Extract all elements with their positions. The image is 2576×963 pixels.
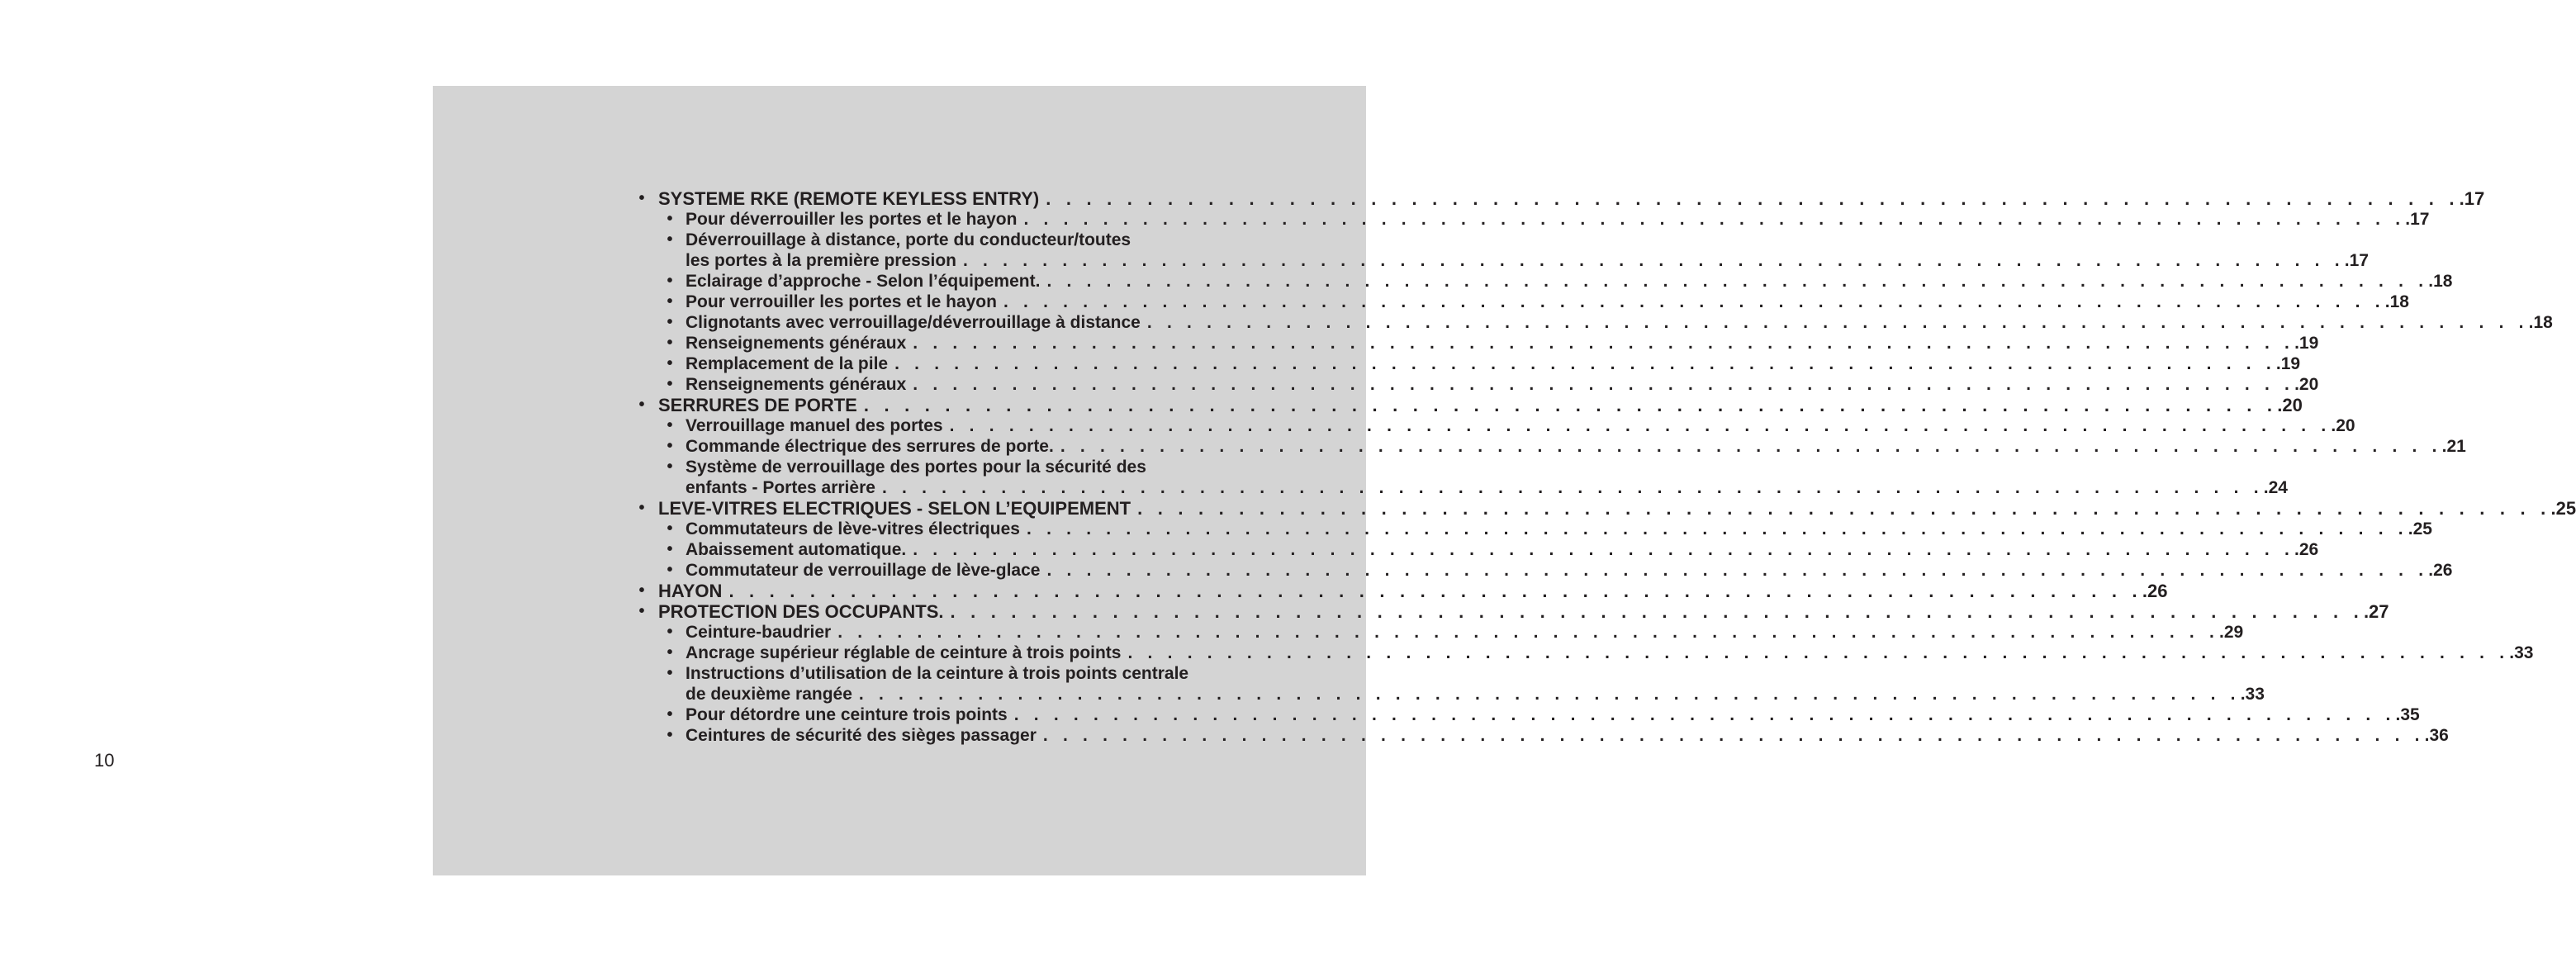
page-number: 10 — [94, 750, 115, 771]
toc-entry — [636, 374, 2319, 395]
toc-entry-line — [686, 292, 2409, 312]
toc-entry — [636, 250, 2369, 271]
toc-entry-label: Commutateur de verrouillage de lève-glace — [686, 561, 1041, 580]
toc-entry — [636, 622, 2244, 643]
bullet-icon: • — [667, 313, 673, 331]
bullet-icon: • — [667, 437, 673, 455]
toc-entry-line — [686, 457, 1272, 477]
dot-leader: . . . . . . . . . . . . . . . . . . . . . . . . . . . . . . . . . . . . . . . . . . . . . . . . . . . . . . . . . . . . . . . . . . . . . . — [858, 685, 2241, 704]
toc-entry-page: .26 — [2428, 561, 2453, 580]
dot-leader: . . . . . . . . . . . . . . . . . . . . . . . . . . . . . . . . . . . . . . . . . . . . . . . . . . . . . . . . . . . . . . . . . . . . . . — [894, 354, 2276, 373]
toc-entry — [636, 560, 2453, 581]
bullet-icon: • — [638, 581, 645, 600]
toc-entry-page: .21 — [2441, 437, 2466, 456]
toc-entry-line — [658, 601, 2389, 622]
toc-entry-page: .17 — [2405, 210, 2430, 229]
toc-entry-label: Renseignements généraux — [686, 334, 907, 353]
bullet-icon: • — [667, 334, 673, 352]
toc-entry-label: Ceintures de sécurité des sièges passager — [686, 726, 1037, 745]
toc-entry — [636, 188, 2485, 209]
bullet-icon: • — [667, 623, 673, 641]
toc-entry-line — [686, 333, 2319, 353]
bullet-icon: • — [638, 602, 645, 620]
bullet-icon: • — [667, 230, 673, 249]
bullet-icon: • — [667, 272, 673, 290]
toc-entry-label: enfants - Portes arrière — [686, 478, 875, 497]
toc-entry-page: .19 — [2294, 334, 2319, 353]
bullet-icon: • — [638, 396, 645, 414]
toc-entry — [636, 704, 2420, 725]
toc-entry-label: Ancrage supérieur réglable de ceinture à trois points — [686, 643, 1122, 662]
toc-entry — [636, 477, 2288, 498]
dot-leader: . . . . . . . . . . . . . . . . . . . . . . . . . . . . . . . . . . . . . . . . . . . . . . . . . . . . . . . . . . . . . . . . . . . . . . — [1127, 643, 2510, 662]
toc-entry-label: Pour verrouiller les portes et le hayon — [686, 292, 997, 311]
toc-entry-line — [658, 581, 2168, 601]
toc-entry-line — [686, 622, 2244, 643]
toc-entry-line — [686, 374, 2319, 395]
toc-entry-page: .19 — [2275, 354, 2301, 373]
bullet-icon: • — [667, 210, 673, 228]
dot-leader: . . . . . . . . . . . . . . . . . . . . . . . . . . . . . . . . . . . . . . . . . . . . . . . . . . . . . . . . . . . . . . . . . . . . . . — [728, 581, 2142, 601]
toc-entry-page: .18 — [2528, 313, 2553, 332]
toc-entry-label: Pour détordre une ceinture trois points — [686, 705, 1008, 724]
toc-entry-line — [686, 519, 2432, 539]
toc-entry-line — [686, 271, 2453, 292]
dot-leader: . . . . . . . . . . . . . . . . . . . . . . . . . . . . . . . . . . . . . . . . . . . . . . . . . . . . . . . . . . . . . . . . . . . . . . — [863, 395, 2278, 415]
toc-entry-page: .20 — [2294, 375, 2319, 394]
toc-entry — [636, 312, 2553, 333]
toc-entry-page: .27 — [2363, 601, 2389, 622]
toc-entry-line — [686, 643, 2534, 663]
dot-leader: . . . . . . . . . . . . . . . . . . . . . . . . . . . . . . . . . . . . . . . . . . . . . . . . . . . . . . . . . . . . . . . . . . . . . . — [949, 416, 2332, 435]
toc-entry-line — [686, 250, 2369, 271]
dot-leader: . . . . . . . . . . . . . . . . . . . . . . . . . . . . . . . . . . . . . . . . . . . . . . . . . . . . . . . . . . . . . . . . . . . . . . — [1046, 272, 2429, 291]
dot-leader: . . . . . . . . . . . . . . . . . . . . . . . . . . . . . . . . . . . . . . . . . . . . . . . . . . . . . . . . . . . . . . . . . . . . . . — [913, 540, 2295, 559]
bullet-icon: • — [638, 499, 645, 517]
toc-entry — [636, 271, 2453, 292]
toc-entry — [636, 643, 2534, 663]
toc-entry — [636, 581, 2168, 601]
toc-entry-label: Clignotants avec verrouillage/déverrouillage à distance — [686, 313, 1141, 332]
toc-entry — [636, 457, 1272, 477]
toc-entry-label: Instructions d’utilisation de la ceinture à trois points centrale — [686, 664, 1189, 683]
dot-leader: . . . . . . . . . . . . . . . . . . . . . . . . . . . . . . . . . . . . . . . . . . . . . . . . . . . . . . . . . . . . . . . . . . . . . . — [962, 251, 2345, 270]
toc-entry-line — [686, 436, 2466, 457]
toc-entry-label: SERRURES DE PORTE — [658, 395, 857, 415]
toc-entry-page: .18 — [2384, 292, 2409, 311]
toc-entry-label: Ceinture-baudrier — [686, 623, 832, 642]
toc-entry-line — [686, 539, 2319, 560]
toc-entry — [636, 725, 2449, 746]
toc-entry-line — [686, 725, 2449, 746]
table-of-contents — [636, 188, 2576, 746]
bullet-icon: • — [667, 458, 673, 476]
dot-leader: . . . . . . . . . . . . . . . . . . . . . . . . . . . . . . . . . . . . . . . . . . . . . . . . . . . . . . . . . . . . . . . . . . . . . . — [913, 334, 2295, 353]
toc-entry — [636, 498, 2576, 519]
toc-entry-page: .33 — [2509, 643, 2534, 662]
dot-leader: . . . . . . . . . . . . . . . . . . . . . . . . . . . . . . . . . . . . . . . . . . . . . . . . . . . . . . . . . . . . . . . . . . . . . . — [950, 601, 2364, 622]
toc-entry-page: .20 — [2277, 395, 2303, 415]
toc-entry — [636, 415, 2355, 436]
toc-entry — [636, 519, 2432, 539]
toc-entry — [636, 539, 2319, 560]
toc-entry-page: .18 — [2428, 272, 2453, 291]
dot-leader: . . . . . . . . . . . . . . . . . . . . . . . . . . . . . . . . . . . . . . . . . . . . . . . . . . . . . . . . . . . . . . . . . . . . . . — [1137, 498, 2551, 519]
toc-entry-label: les portes à la première pression — [686, 251, 956, 270]
toc-entry-page: .25 — [2550, 498, 2576, 519]
bullet-icon: • — [667, 726, 673, 744]
toc-entry-label: Commutateurs de lève-vitres électriques — [686, 519, 1020, 538]
dot-leader: . . . . . . . . . . . . . . . . . . . . . . . . . . . . . . . . . . . . . . . . . . . . . . . . . . . . . . . . . . . . . . . . . . . . . . — [1023, 210, 2406, 229]
toc-entry-line — [686, 704, 2420, 725]
toc-entry-line — [686, 415, 2355, 436]
toc-entry-page: .25 — [2408, 519, 2432, 538]
bullet-icon: • — [667, 519, 673, 538]
toc-entry-label: Eclairage d’approche - Selon l’équipement. — [686, 272, 1041, 291]
toc-entry — [636, 333, 2319, 353]
bullet-icon: • — [667, 292, 673, 311]
toc-entry-page: .33 — [2240, 685, 2265, 704]
dot-leader: . . . . . . . . . . . . . . . . . . . . . . . . . . . . . . . . . . . . . . . . . . . . . . . . . . . . . . . . . . . . . . . . . . . . . . — [1003, 292, 2385, 311]
dot-leader: . . . . . . . . . . . . . . . . . . . . . . . . . . . . . . . . . . . . . . . . . . . . . . . . . . . . . . . . . . . . . . . . . . . . . . — [837, 623, 2219, 642]
bullet-icon: • — [667, 540, 673, 558]
dot-leader: . . . . . . . . . . . . . . . . . . . . . . . . . . . . . . . . . . . . . . . . . . . . . . . . . . . . . . . . . . . . . . . . . . . . . . — [1046, 561, 2429, 580]
toc-entry — [636, 292, 2409, 312]
toc-entry-line — [686, 684, 2265, 704]
dot-leader: . . . . . . . . . . . . . . . . . . . . . . . . . . . . . . . . . . . . . . . . . . . . . . . . . . . . . . . . . . . . . . . . . . . . . . — [1060, 437, 2442, 456]
dot-leader: . . . . . . . . . . . . . . . . . . . . . . . . . . . . . . . . . . . . . . . . . . . . . . . . . . . . . . . . . . . . . . . . . . . . . . — [1146, 313, 2529, 332]
dot-leader: . . . . . . . . . . . . . . . . . . . . . . . . . . . . . . . . . . . . . . . . . . . . . . . . . . . . . . . . . . . . . . . . . . . . . . — [1042, 726, 2425, 745]
toc-entry-line — [658, 188, 2485, 209]
toc-entry-label: LEVE-VITRES ELECTRIQUES - SELON L’EQUIPEMENT — [658, 498, 1131, 519]
toc-entry-label: Verrouillage manuel des portes — [686, 416, 943, 435]
toc-entry-line — [686, 312, 2553, 333]
toc-entry-label: Commande électrique des serrures de porte. — [686, 437, 1054, 456]
bullet-icon: • — [667, 705, 673, 723]
bullet-icon: • — [667, 354, 673, 372]
toc-entry-label: PROTECTION DES OCCUPANTS. — [658, 601, 944, 622]
toc-entry — [636, 601, 2389, 622]
toc-entry-line — [686, 477, 2288, 498]
bullet-icon: • — [667, 643, 673, 662]
bullet-icon: • — [667, 561, 673, 579]
toc-entry-line — [686, 209, 2430, 230]
dot-leader: . . . . . . . . . . . . . . . . . . . . . . . . . . . . . . . . . . . . . . . . . . . . . . . . . . . . . . . . . . . . . . . . . . . . . . — [1027, 519, 2408, 538]
toc-entry-line — [658, 498, 2576, 519]
toc-entry-page: .24 — [2263, 478, 2288, 497]
toc-entry-line — [686, 560, 2453, 581]
bullet-icon: • — [667, 664, 673, 682]
dot-leader: . . . . . . . . . . . . . . . . . . . . . . . . . . . . . . . . . . . . . . . . . . . . . . . . . . . . . . . . . . . . . . . . . . . . . . — [881, 478, 2264, 497]
dot-leader: . . . . . . . . . . . . . . . . . . . . . . . . . . . . . . . . . . . . . . . . . . . . . . . . . . . . . . . . . . . . . . . . . . . . . . — [1013, 705, 2396, 724]
toc-entry-page: .29 — [2219, 623, 2244, 642]
toc-entry — [636, 436, 2466, 457]
dot-leader: . . . . . . . . . . . . . . . . . . . . . . . . . . . . . . . . . . . . . . . . . . . . . . . . . . . . . . . . . . . . . . . . . . . . . . — [1046, 188, 2460, 209]
toc-entry-page: .17 — [2459, 188, 2485, 209]
toc-entry-label: HAYON — [658, 581, 723, 601]
toc-entry-label: Déverrouillage à distance, porte du conducteur/toutes — [686, 230, 1131, 249]
bullet-icon: • — [667, 375, 673, 393]
toc-entry — [636, 230, 1272, 250]
toc-entry — [636, 209, 2430, 230]
toc-entry — [636, 663, 1272, 684]
toc-entry-page: .26 — [2142, 581, 2168, 601]
toc-entry — [636, 684, 2265, 704]
toc-entry-label: Système de verrouillage des portes pour la sécurité des — [686, 458, 1146, 477]
toc-entry — [636, 395, 2303, 415]
bullet-icon: • — [638, 189, 645, 207]
toc-entry-page: .26 — [2294, 540, 2319, 559]
toc-entry-page: .17 — [2344, 251, 2369, 270]
toc-entry-page: .20 — [2331, 416, 2355, 435]
toc-entry-line — [686, 663, 1272, 684]
toc-entry-page: .36 — [2424, 726, 2449, 745]
toc-entry-label: Renseignements généraux — [686, 375, 907, 394]
toc-entry-label: de deuxième rangée — [686, 685, 852, 704]
toc-entry-label: SYSTEME RKE (REMOTE KEYLESS ENTRY) — [658, 188, 1040, 209]
toc-entry-page: .35 — [2395, 705, 2420, 724]
toc-entry-line — [686, 353, 2301, 374]
toc-entry-label: Pour déverrouiller les portes et le hayon — [686, 210, 1018, 229]
toc-entry-line — [658, 395, 2303, 415]
toc-entry — [636, 353, 2301, 374]
dot-leader: . . . . . . . . . . . . . . . . . . . . . . . . . . . . . . . . . . . . . . . . . . . . . . . . . . . . . . . . . . . . . . . . . . . . . . — [913, 375, 2295, 394]
toc-entry-line — [686, 230, 1272, 250]
toc-entry-label: Abaissement automatique. — [686, 540, 907, 559]
toc-entry-label: Remplacement de la pile — [686, 354, 889, 373]
bullet-icon: • — [667, 416, 673, 434]
